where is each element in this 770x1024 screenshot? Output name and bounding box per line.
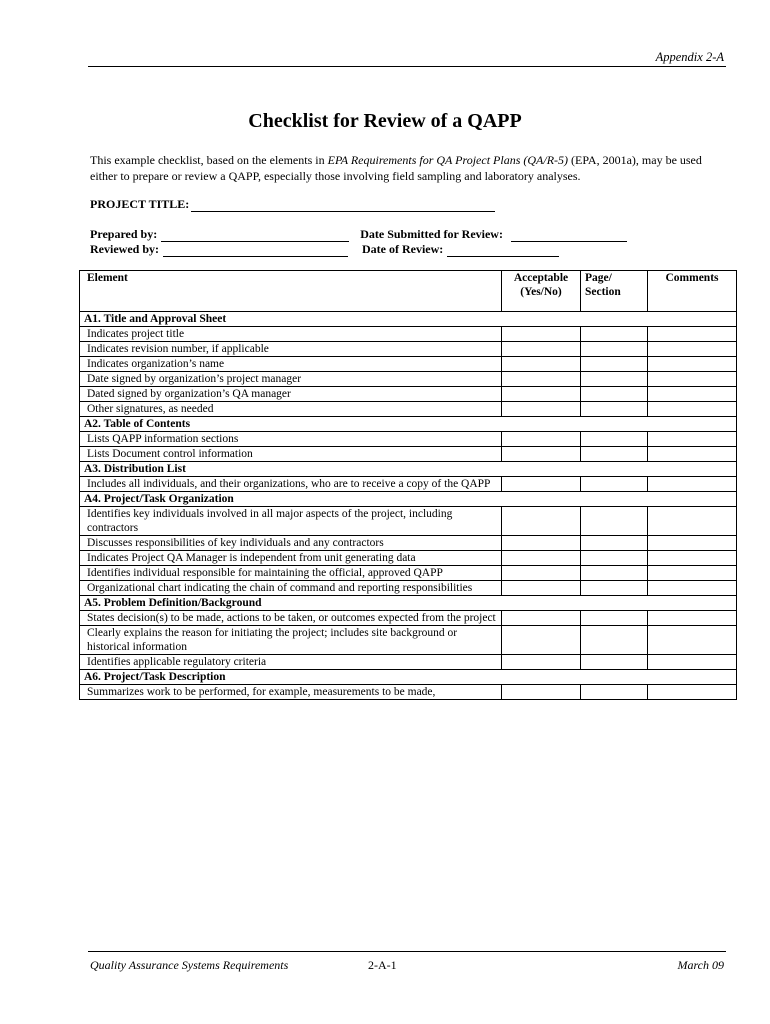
acceptable-cell[interactable] [502,551,581,566]
table-row [80,357,737,372]
comments-cell[interactable] [648,477,737,492]
footer-date: March 09 [677,958,724,972]
page-section-cell[interactable] [581,447,648,462]
comments-cell[interactable] [648,566,737,581]
table-row [80,342,737,357]
element-cell: Date signed by organization’s project manager [80,372,502,387]
page-section-cell[interactable] [581,372,648,387]
acceptable-cell[interactable] [502,372,581,387]
checklist-table [79,270,737,700]
acceptable-cell[interactable] [502,626,581,655]
footer-rule [88,951,726,952]
footer-page-number: 2-A-1 [368,958,397,972]
comments-cell[interactable] [648,402,737,417]
section-row [80,462,737,477]
intro-paragraph [90,152,730,184]
comments-cell[interactable] [648,342,737,357]
section-title: A3. Distribution List [80,462,737,477]
acceptable-cell[interactable] [502,357,581,372]
prepared-by-line[interactable] [161,230,349,242]
date-of-review-label: Date of Review: [362,242,444,256]
table-row [80,581,737,596]
acceptable-cell[interactable] [502,477,581,492]
table-row [80,655,737,670]
table-row [80,507,737,536]
table-row [80,447,737,462]
page-section-cell[interactable] [581,626,648,655]
table-row [80,566,737,581]
acceptable-cell[interactable] [502,327,581,342]
comments-cell[interactable] [648,357,737,372]
section-title: A2. Table of Contents [80,417,737,432]
page-section-cell[interactable] [581,685,648,700]
page-section-cell[interactable] [581,551,648,566]
table-row [80,432,737,447]
section-row [80,492,737,507]
table-row [80,387,737,402]
acceptable-cell[interactable] [502,611,581,626]
page-section-cell[interactable] [581,507,648,536]
comments-cell[interactable] [648,372,737,387]
section-title: A1. Title and Approval Sheet [80,312,737,327]
element-cell: Lists QAPP information sections [80,432,502,447]
footer-document-title: Quality Assurance Systems Requirements [90,958,289,972]
reviewed-by-line[interactable] [163,245,348,257]
intro-text-1: This example checklist, based on the elements in [90,153,328,167]
element-cell: Identifies applicable regulatory criteria [80,655,502,670]
element-cell: Organizational chart indicating the chain of command and reporting responsibilities [80,581,502,596]
date-submitted-line[interactable] [511,230,627,242]
page-section-cell[interactable] [581,387,648,402]
comments-cell[interactable] [648,685,737,700]
intro-text-2: (EPA, 2001a), may be used either to prepare or review a QAPP, especially those involving field sampling and laboratory analyses. [90,153,702,183]
element-cell: Indicates project title [80,327,502,342]
table-row [80,477,737,492]
acceptable-cell[interactable] [502,342,581,357]
table-row [80,402,737,417]
acceptable-cell[interactable] [502,581,581,596]
section-row [80,417,737,432]
element-cell: Includes all individuals, and their organizations, who are to receive a copy of the QAPP [80,477,502,492]
acceptable-cell[interactable] [502,447,581,462]
header-acceptable: Acceptable (Yes/No) [502,271,581,312]
acceptable-cell[interactable] [502,685,581,700]
acceptable-cell[interactable] [502,432,581,447]
table-row [80,536,737,551]
prepared-by-label: Prepared by: [90,227,158,241]
element-cell: Clearly explains the reason for initiating the project; includes site background or historical information [80,626,502,655]
project-title-line[interactable] [191,199,495,212]
comments-cell[interactable] [648,447,737,462]
page-section-cell[interactable] [581,536,648,551]
element-cell: Indicates organization’s name [80,357,502,372]
page-section-cell[interactable] [581,655,648,670]
comments-cell[interactable] [648,432,737,447]
element-cell: Dated signed by organization’s QA manager [80,387,502,402]
table-row [80,626,737,655]
table-row [80,372,737,387]
reviewed-row [90,242,559,257]
reviewed-by-label: Reviewed by: [90,242,159,256]
page-section-cell[interactable] [581,581,648,596]
element-cell: Lists Document control information [80,447,502,462]
table-header-row [80,271,737,312]
intro-reference: EPA Requirements for QA Project Plans (QA/R-5) [327,153,569,167]
comments-cell[interactable] [648,611,737,626]
prepared-row [90,227,627,242]
acceptable-cell[interactable] [502,402,581,417]
date-of-review-line[interactable] [447,245,559,257]
acceptable-cell[interactable] [502,655,581,670]
element-cell: Indicates Project QA Manager is independent from unit generating data [80,551,502,566]
page-section-cell[interactable] [581,477,648,492]
comments-cell[interactable] [648,327,737,342]
table-row [80,685,737,700]
element-cell: Summarizes work to be performed, for example, measurements to be made, [80,685,502,700]
page-section-cell[interactable] [581,611,648,626]
comments-cell[interactable] [648,551,737,566]
element-cell: Identifies individual responsible for maintaining the official, approved QAPP [80,566,502,581]
section-title: A5. Problem Definition/Background [80,596,737,611]
section-row [80,596,737,611]
element-cell: Indicates revision number, if applicable [80,342,502,357]
date-submitted-label: Date Submitted for Review: [360,227,503,241]
header-page-section: Page/ Section [581,271,648,312]
acceptable-cell[interactable] [502,387,581,402]
header-rule [88,66,726,67]
section-title: A6. Project/Task Description [80,670,737,685]
acceptable-cell[interactable] [502,566,581,581]
section-title: A4. Project/Task Organization [80,492,737,507]
page-section-cell[interactable] [581,342,648,357]
comments-cell[interactable] [648,655,737,670]
page-section-cell[interactable] [581,566,648,581]
page-section-cell[interactable] [581,327,648,342]
table-row [80,551,737,566]
comments-cell[interactable] [648,581,737,596]
acceptable-cell[interactable] [502,507,581,536]
element-cell: Identifies key individuals involved in all major aspects of the project, including contractors [80,507,502,536]
acceptable-cell[interactable] [502,536,581,551]
section-row [80,670,737,685]
project-title-label: PROJECT TITLE: [90,197,190,211]
comments-cell[interactable] [648,536,737,551]
element-cell: States decision(s) to be made, actions to be taken, or outcomes expected from the project [80,611,502,626]
comments-cell[interactable] [648,626,737,655]
project-title-field[interactable] [90,197,495,212]
page-title: Checklist for Review of a QAPP [248,110,522,132]
header-element: Element [80,271,502,312]
page-section-cell[interactable] [581,402,648,417]
page-section-cell[interactable] [581,432,648,447]
table-row [80,611,737,626]
appendix-label: Appendix 2-A [655,50,724,64]
element-cell: Discusses responsibilities of key individuals and any contractors [80,536,502,551]
comments-cell[interactable] [648,507,737,536]
header-comments: Comments [648,271,737,312]
page-section-cell[interactable] [581,357,648,372]
comments-cell[interactable] [648,387,737,402]
element-cell: Other signatures, as needed [80,402,502,417]
table-row [80,327,737,342]
section-row [80,312,737,327]
